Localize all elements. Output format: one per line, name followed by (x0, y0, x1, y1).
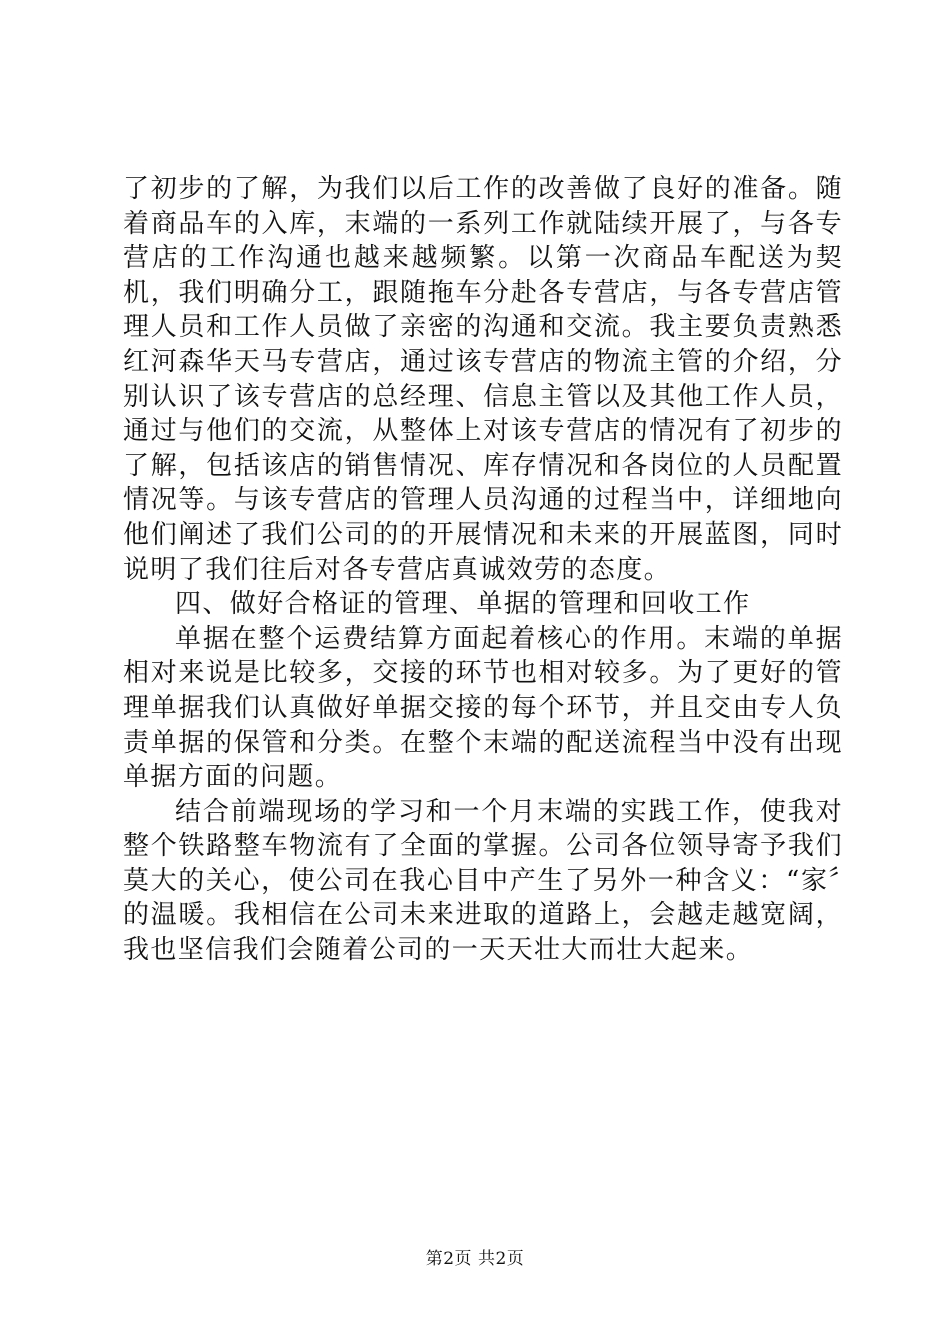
paragraph-conclusion: 结合前端现场的学习和一个月末端的实践工作，使我对整个铁路整车物流有了全面的掌握。公司各位领导寄予我们莫大的关心，使公司在我心目中产生了另外一种含义：“家〞的温暖。我相信在公司未来进取的道路上，会越走越宽阔，我也坚信我们会随着公司的一天天壮大而壮大起来。 (123, 796, 843, 966)
page-footer (0, 1244, 950, 1269)
paragraph-receipts: 单据在整个运费结算方面起着核心的作用。末端的单据相对来说是比较多，交接的环节也相对较多。为了更好的管理单据我们认真做好单据交接的每个环节，并且交由专人负责单据的保管和分类。在整个末端的配送流程当中没有出现单据方面的问题。 (123, 623, 843, 793)
page-number-label: 第2页 共2页 (425, 1249, 525, 1269)
paragraph-continuation: 了初步的了解，为我们以后工作的改善做了良好的准备。随着商品车的入库，末端的一系列工作就陆续开展了，与各专营店的工作沟通也越来越频繁。以第一次商品车配送为契机，我们明确分工，跟随拖车分赴各专营店，与各专营店管理人员和工作人员做了亲密的沟通和交流。我主要负责熟悉红河森华天马专营店，通过该专营店的物流主管的介绍，分别认识了该专营店的总经理、信息主管以及其他工作人员，通过与他们的交流，从整体上对该专营店的情况有了初步的了解，包括该店的销售情况、库存情况和各岗位的人员配置情况等。与该专营店的管理人员沟通的过程当中，详细地向他们阐述了我们公司的的开展情况和未来的开展蓝图，同时说明了我们往后对各专营店真诚效劳的态度。 (123, 174, 843, 585)
document-body (123, 172, 843, 968)
section-heading-four: 四、做好合格证的管理、单据的管理和回收工作 (175, 589, 751, 620)
